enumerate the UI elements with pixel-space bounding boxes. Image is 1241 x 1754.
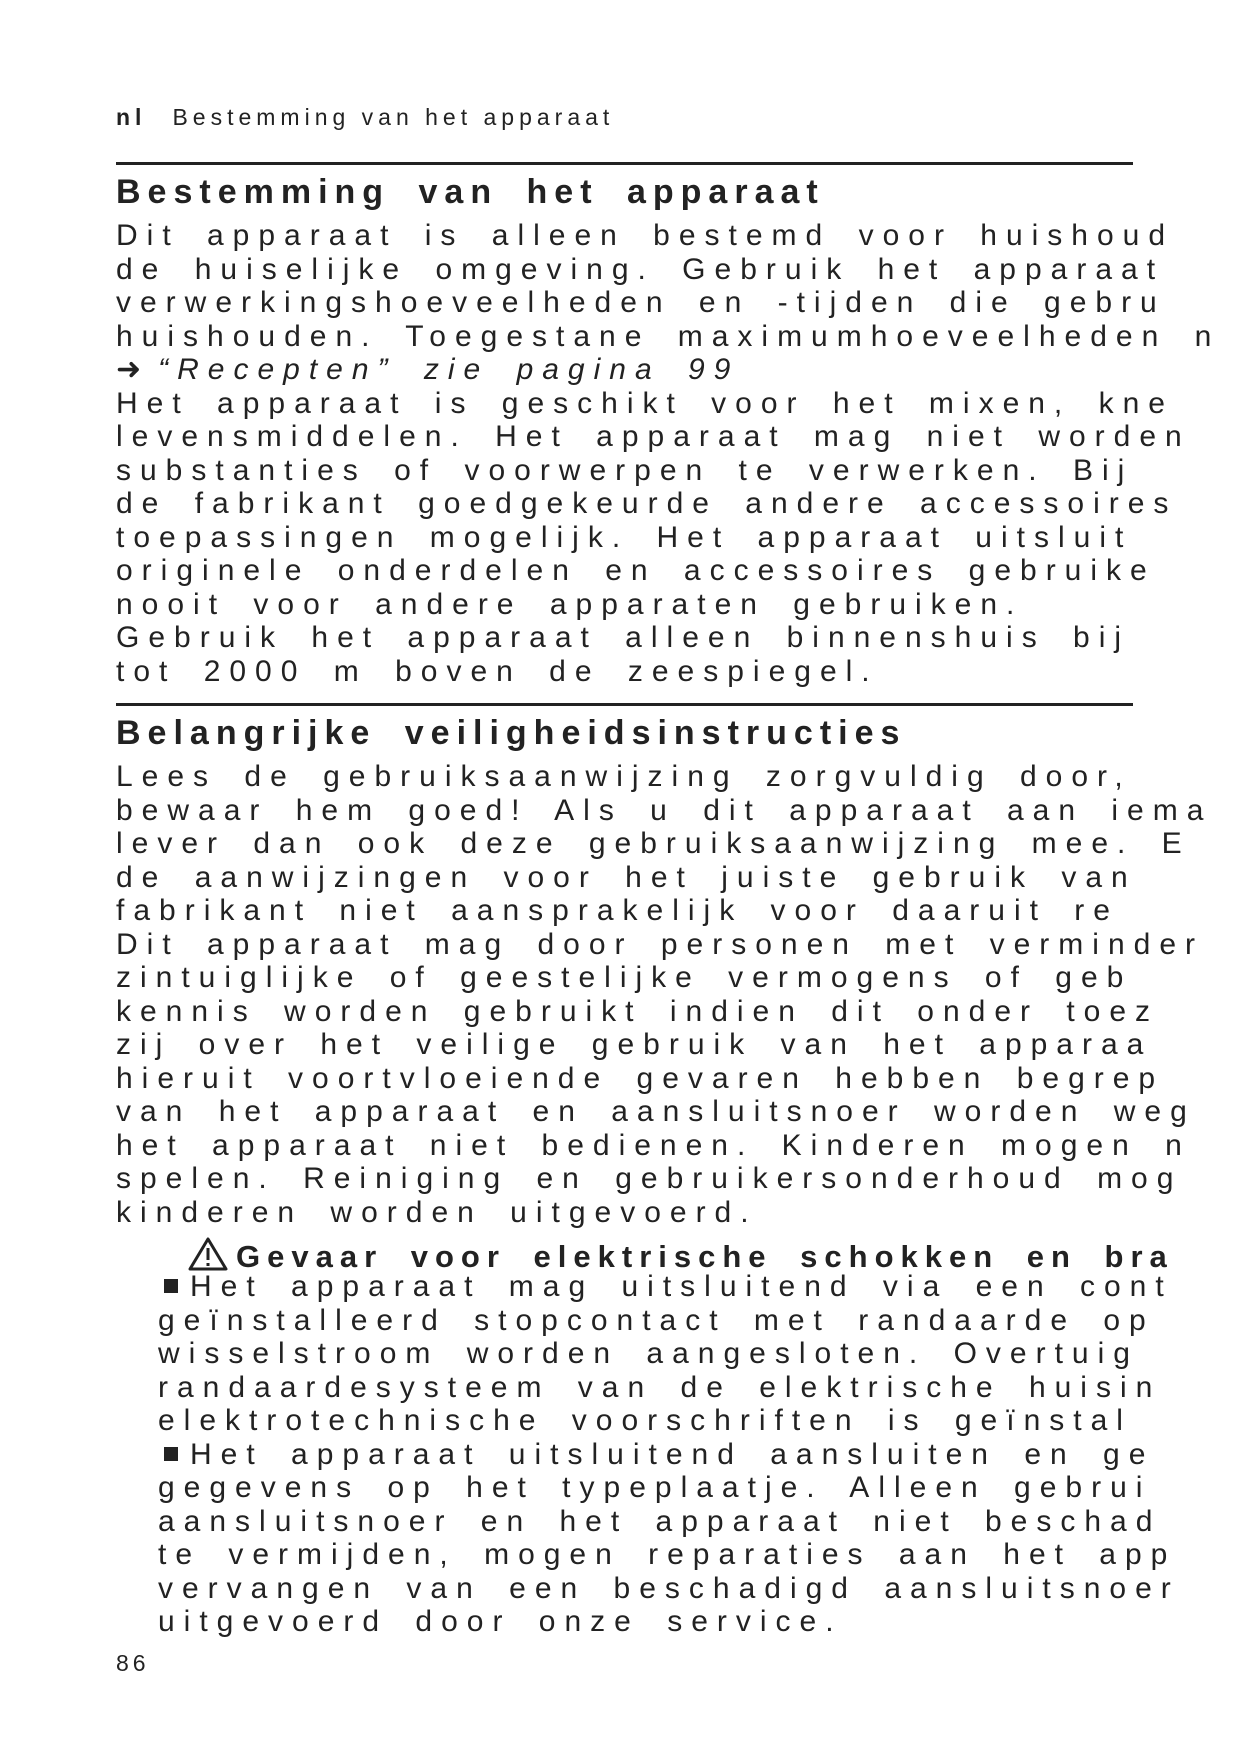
warning-text: Gevaar voor elektrische schokken en bra [236, 1239, 1174, 1274]
arrow-right-icon: ➜ [116, 353, 151, 386]
text-line: toepassingen mogelijk. Het apparaat uitsluit [116, 520, 1133, 554]
text-line: Dit apparaat is alleen bestemd voor huishoud [116, 219, 1175, 252]
page-number: 86 [116, 1650, 150, 1676]
text-line: zintuiglijke of geestelijke vermogens of geb [116, 961, 1133, 994]
text-line: het apparaat niet bedienen. Kinderen mogen n [116, 1128, 1191, 1162]
text-line: huishouden. Toegestane maximumhoeveelheden n [116, 319, 1221, 353]
language-code: nl [116, 104, 147, 130]
text-line: aansluitsnoer en het apparaat niet beschad [158, 1504, 1162, 1538]
text-line: zij over het veilige gebruik van het apparaa [116, 1028, 1153, 1061]
text-line: Dit apparaat mag door personen met verminder [116, 927, 1204, 961]
safety-instructions [158, 1270, 1241, 1639]
text-line: elektrotechnische voorschriften is geïnstal [158, 1404, 1132, 1437]
section-heading: Belangrijke veiligheidsinstructies [116, 714, 907, 752]
text-line: vervangen van een beschadigd aansluitsnoer [158, 1571, 1180, 1605]
text-line: de fabrikant goedgekeurde andere accessoires [116, 487, 1178, 520]
page-reference [116, 353, 1241, 387]
warning-triangle-icon [188, 1237, 228, 1271]
text-line: tot 2000 m boven de zeespiegel. [116, 654, 879, 688]
text-line: fabrikant niet aansprakelijk voor daaruit re [116, 894, 1119, 927]
text-line: bewaar hem goed! Als u dit apparaat aan iema [116, 793, 1213, 827]
text-line: kinderen worden uitgevoerd. [116, 1195, 758, 1229]
text-line: geïnstalleerd stopcontact met randaarde op [158, 1303, 1155, 1337]
section-divider [116, 703, 1133, 706]
bullet-square-icon [164, 1447, 178, 1461]
bullet-line [158, 1270, 1241, 1304]
section-body [116, 760, 1241, 1229]
running-header-title: Bestemming van het apparaat [172, 104, 615, 130]
bullet-text: Het apparaat uitsluitend aansluiten en ge [190, 1437, 1155, 1471]
text-line: lever dan ook deze gebruiksaanwijzing mee. E [116, 827, 1191, 860]
text-line: Het apparaat is geschikt voor het mixen, kne [116, 386, 1174, 420]
bullet-line [158, 1438, 1241, 1472]
bullet-text: Het apparaat mag uitsluitend via een cont [190, 1270, 1173, 1303]
text-line: originele onderdelen en accessoires gebruike [116, 554, 1156, 587]
section-divider [116, 162, 1133, 165]
text-line: levensmiddelen. Het apparaat mag niet worden [116, 420, 1191, 453]
text-line: van het apparaat en aansluitsnoer worden weg [116, 1095, 1196, 1128]
text-line: Gebruik het apparaat alleen binnenshuis bij [116, 621, 1131, 654]
text-line: verwerkingshoeveelheden en -tijden die gebru [116, 286, 1166, 319]
text-line: de huiselijke omgeving. Gebruik het apparaat [116, 252, 1165, 286]
text-line: substanties of voorwerpen te verwerken. Bij [116, 453, 1134, 487]
bullet-square-icon [164, 1279, 178, 1293]
text-line: kennis worden gebruikt indien dit onder toez [116, 994, 1160, 1028]
text-line: te vermijden, mogen reparaties aan het app [158, 1538, 1177, 1571]
section-heading: Bestemming van het apparaat [116, 173, 825, 211]
reference-text: “Recepten” zie pagina 99 [158, 353, 740, 386]
section-body [116, 219, 1241, 688]
text-line: randaardesysteem van de elektrische huisin [158, 1370, 1162, 1404]
text-line: wisselstroom worden aangesloten. Overtuig [158, 1337, 1139, 1370]
text-line: de aanwijzingen voor het juiste gebruik van [116, 860, 1137, 894]
text-line: hieruit voortvloeiende gevaren hebben begrep [116, 1061, 1165, 1095]
text-line: Lees de gebruiksaanwijzing zorgvuldig door, [116, 760, 1132, 793]
text-line: nooit voor andere apparaten gebruiken. [116, 587, 1024, 621]
running-header [116, 104, 614, 131]
text-line: uitgevoerd door onze service. [158, 1605, 843, 1638]
text-line: gegevens op het typeplaatje. Alleen gebrui [158, 1471, 1152, 1504]
text-line: spelen. Reiniging en gebruikersonderhoud mog [116, 1162, 1183, 1195]
